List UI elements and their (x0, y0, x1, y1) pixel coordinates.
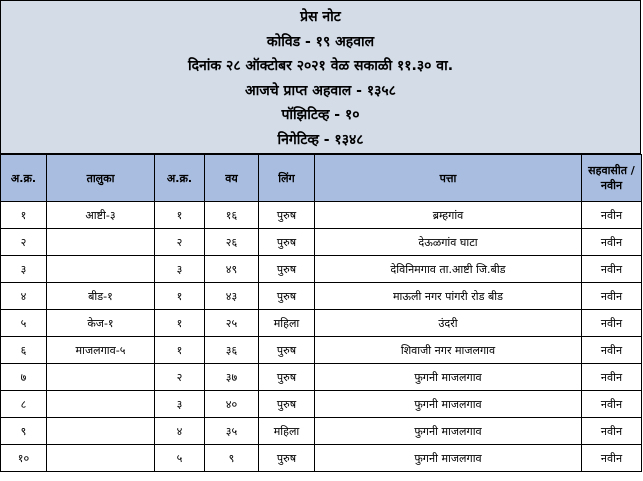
table-row (1, 337, 642, 364)
cell-age: ४९ (205, 256, 259, 283)
table-row (1, 310, 642, 337)
cell-age: ३६ (205, 337, 259, 364)
cell-contact-new: नवीन (582, 337, 642, 364)
table-row (1, 229, 642, 256)
cell-taluka-serial: ३ (155, 391, 205, 418)
cell-gender: पुरुष (259, 391, 315, 418)
table-row (1, 256, 642, 283)
header-date-time: दिनांक २८ ऑक्टोबर २०२१ वेळ सकाळी ११.३० वा. (187, 58, 454, 74)
header-positive-count: पॉझिटिव्ह - १० (281, 107, 360, 123)
cell-taluka (47, 391, 155, 418)
cell-taluka-serial: ५ (155, 445, 205, 472)
cell-contact-new: नवीन (582, 445, 642, 472)
cell-taluka: माजलगाव-५ (47, 337, 155, 364)
table-row (1, 391, 642, 418)
cell-contact-new: नवीन (582, 418, 642, 445)
cell-age: २५ (205, 310, 259, 337)
cell-gender: महिला (259, 418, 315, 445)
cell-taluka: आष्टी-३ (47, 202, 155, 229)
cell-contact-new: नवीन (582, 229, 642, 256)
cell-taluka (47, 364, 155, 391)
cell-serial: १ (1, 202, 47, 229)
cell-taluka-serial: ४ (155, 418, 205, 445)
press-note-header (0, 0, 641, 154)
cell-address: शिवाजी नगर माजलगाव (315, 337, 582, 364)
cell-gender: पुरुष (259, 337, 315, 364)
cell-gender: महिला (259, 310, 315, 337)
cell-taluka-serial: १ (155, 283, 205, 310)
col-header-address: पत्ता (315, 155, 582, 202)
cell-age: ९ (205, 445, 259, 472)
col-header-gender: लिंग (259, 155, 315, 202)
cell-age: २६ (205, 229, 259, 256)
cell-taluka-serial: ३ (155, 256, 205, 283)
table-row (1, 202, 642, 229)
cell-taluka-serial: २ (155, 364, 205, 391)
cell-address: देविनिमगाव ता.आष्टी जि.बीड (315, 256, 582, 283)
cell-contact-new: नवीन (582, 364, 642, 391)
cell-gender: पुरुष (259, 364, 315, 391)
table-row (1, 283, 642, 310)
cell-address: माऊली नगर पांगरी रोड बीड (315, 283, 582, 310)
cell-serial: ४ (1, 283, 47, 310)
cell-gender: पुरुष (259, 445, 315, 472)
cell-age: ३५ (205, 418, 259, 445)
cell-address: देऊळगांव घाटा (315, 229, 582, 256)
cell-address: फुगनी माजलगाव (315, 445, 582, 472)
cell-age: १६ (205, 202, 259, 229)
table-row (1, 364, 642, 391)
cell-contact-new: नवीन (582, 391, 642, 418)
table-header-row (1, 155, 642, 202)
cell-address: फुगनी माजलगाव (315, 364, 582, 391)
cell-address: उंदरी (315, 310, 582, 337)
cell-gender: पुरुष (259, 202, 315, 229)
cell-gender: पुरुष (259, 229, 315, 256)
cell-taluka (47, 256, 155, 283)
cell-taluka (47, 445, 155, 472)
cell-taluka-serial: १ (155, 337, 205, 364)
cell-taluka: बीड-१ (47, 283, 155, 310)
cell-taluka-serial: १ (155, 202, 205, 229)
col-header-serial: अ.क्र. (1, 155, 47, 202)
cell-serial: ६ (1, 337, 47, 364)
col-header-taluka: तालुका (47, 155, 155, 202)
col-header-contact-new: सहवासीत / नवीन (582, 155, 642, 202)
cell-gender: पुरुष (259, 256, 315, 283)
cell-serial: ३ (1, 256, 47, 283)
cell-address: ब्रम्हगांव (315, 202, 582, 229)
col-header-taluka-serial: अ.क्र. (155, 155, 205, 202)
cell-serial: ७ (1, 364, 47, 391)
cell-serial: ५ (1, 310, 47, 337)
cell-contact-new: नवीन (582, 202, 642, 229)
cell-serial: २ (1, 229, 47, 256)
cell-taluka (47, 418, 155, 445)
cell-address: फुगनी माजलगाव (315, 418, 582, 445)
cell-address: फुगनी माजलगाव (315, 391, 582, 418)
cell-taluka (47, 229, 155, 256)
cell-serial: १० (1, 445, 47, 472)
cell-age: ४० (205, 391, 259, 418)
cell-serial: ८ (1, 391, 47, 418)
cell-contact-new: नवीन (582, 310, 642, 337)
col-header-age: वय (205, 155, 259, 202)
cell-contact-new: नवीन (582, 256, 642, 283)
cell-age: ४३ (205, 283, 259, 310)
table-row (1, 418, 642, 445)
header-negative-count: निगेटिव्ह - १३४८ (277, 131, 364, 148)
cell-taluka: केज-१ (47, 310, 155, 337)
cell-serial: ९ (1, 418, 47, 445)
cell-gender: पुरुष (259, 283, 315, 310)
table-row (1, 445, 642, 472)
header-report-name: कोविड - १९ अहवाल (266, 33, 375, 50)
header-reports-received: आजचे प्राप्त अहवाल - १३५८ (245, 82, 396, 99)
cases-table (0, 154, 642, 472)
header-title: प्रेस नोट (300, 9, 341, 25)
cell-contact-new: नवीन (582, 283, 642, 310)
cell-taluka-serial: २ (155, 229, 205, 256)
cell-age: ३७ (205, 364, 259, 391)
cell-taluka-serial: १ (155, 310, 205, 337)
